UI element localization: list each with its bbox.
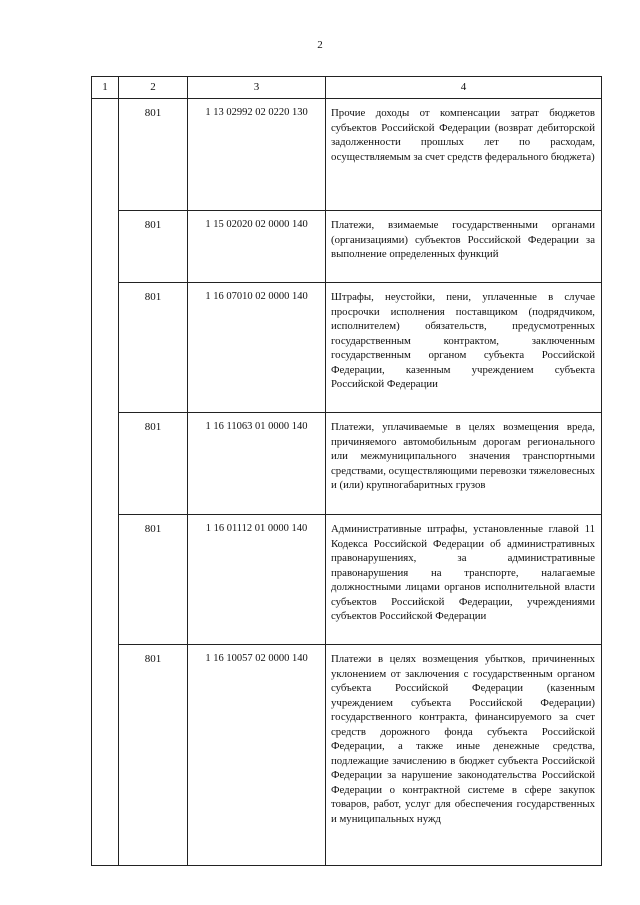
- income-code-cell: 1 16 10057 02 0000 140: [188, 645, 326, 866]
- admin-code-cell: 801: [119, 211, 188, 283]
- table-row: [92, 413, 602, 515]
- row-index-cell: [92, 211, 119, 283]
- admin-code-cell: 801: [119, 283, 188, 413]
- table-row: [92, 515, 602, 645]
- admin-code-cell: 801: [119, 515, 188, 645]
- income-code-cell: 1 15 02020 02 0000 140: [188, 211, 326, 283]
- description-cell: Платежи, уплачиваемые в целях возмещения вреда, причиняемого автомобильным дорогам регионального или межмуниципального значения транспортными средствами, осуществляющими перевозки тяжеловесных и (или) крупногабаритных грузов: [326, 413, 602, 515]
- row-index-cell: [92, 413, 119, 515]
- description-cell: Административные штрафы, установленные главой 11 Кодекса Российской Федерации об административных правонарушениях, за административные правонарушения на транспорте, налагаемые должностными лицами органов исполнительной власти субъектов Российской Федерации, учреждениями субъектов Российской Федерации: [326, 515, 602, 645]
- table-row: [92, 283, 602, 413]
- description-cell: Платежи, взимаемые государственными органами (организациями) субъектов Российской Федерации за выполнение определенных функций: [326, 211, 602, 283]
- income-code-cell: 1 13 02992 02 0220 130: [188, 99, 326, 211]
- income-code-cell: 1 16 11063 01 0000 140: [188, 413, 326, 515]
- description-cell: Платежи в целях возмещения убытков, причиненных уклонением от заключения с государственным органом субъекта Российской Федерации (казенным учреждением субъекта Российской Федерации) государственного контракта, финансируемого за счет средств дорожного фонда субъекта Российской Федерации, а также иные денежные средства, подлежащие зачислению в бюджет субъекта Российской Федерации за нарушение законодательства Российской Федерации о контрактной системе в сфере закупок товаров, работ, услуг для обеспечения государственных и муниципальных нужд: [326, 645, 602, 866]
- description-cell: Прочие доходы от компенсации затрат бюджетов субъектов Российской Федерации (возврат дебиторской задолженности прошлых лет по расходам, осуществляемым за счет средств федерального бюджета): [326, 99, 602, 211]
- row-index-cell: [92, 645, 119, 866]
- header-col-4: 4: [326, 77, 602, 99]
- row-index-cell: [92, 99, 119, 211]
- admin-code-cell: 801: [119, 645, 188, 866]
- description-cell: Штрафы, неустойки, пени, уплаченные в случае просрочки исполнения поставщиком (подрядчиком, исполнителем) обязательств, предусмотренных государственным контрактом, заключенным государственным органом субъекта Российской Федерации, казенным учреждением субъекта Российской Федерации: [326, 283, 602, 413]
- income-codes-table: [91, 76, 602, 866]
- row-index-cell: [92, 283, 119, 413]
- header-col-3: 3: [188, 77, 326, 99]
- admin-code-cell: 801: [119, 413, 188, 515]
- table-row: [92, 645, 602, 866]
- table-row: [92, 99, 602, 211]
- header-col-1: 1: [92, 77, 119, 99]
- page-number: 2: [317, 39, 323, 51]
- income-code-cell: 1 16 01112 01 0000 140: [188, 515, 326, 645]
- admin-code-cell: 801: [119, 99, 188, 211]
- income-code-cell: 1 16 07010 02 0000 140: [188, 283, 326, 413]
- row-index-cell: [92, 515, 119, 645]
- table-row: [92, 211, 602, 283]
- table-header-row: [92, 77, 602, 99]
- header-col-2: 2: [119, 77, 188, 99]
